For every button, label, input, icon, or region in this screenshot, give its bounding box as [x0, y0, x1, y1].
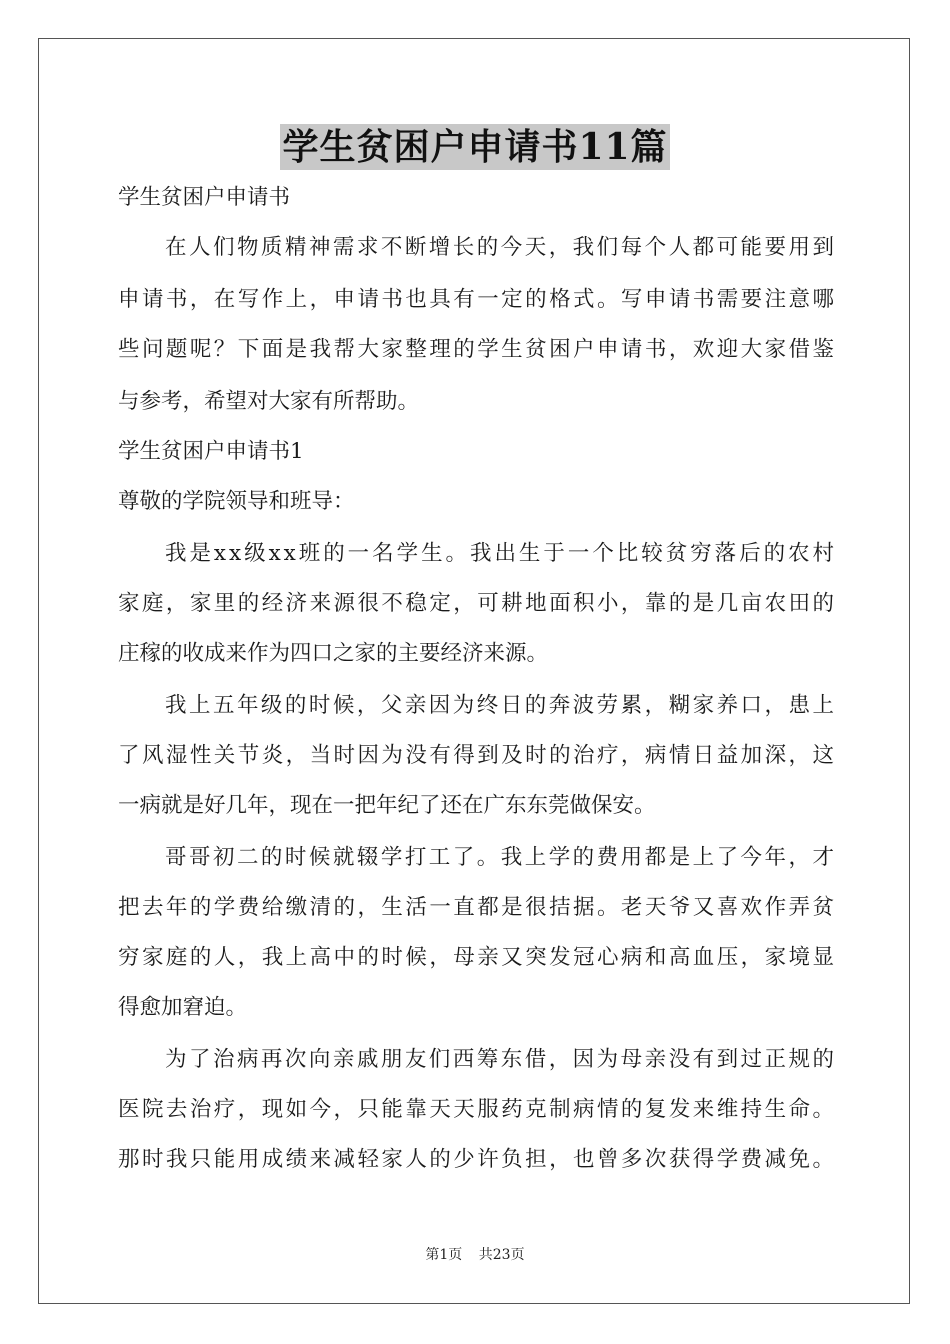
- paragraph-line: 与参考，希望对大家有所帮助。: [118, 389, 420, 414]
- paragraph-line: 一病就是好几年，现在一把年纪了还在广东东莞做保安。: [118, 793, 656, 818]
- paragraph-first-line: 我上五年级的时候，父亲因为终日的奔波劳累，糊家养口，患上: [165, 693, 837, 718]
- title-container: [0, 124, 950, 170]
- paragraph-line: 尊敬的学院领导和班导：: [118, 489, 355, 514]
- paragraph-line: 了风湿性关节炎，当时因为没有得到及时的治疗，病情日益加深，这: [118, 743, 837, 768]
- paragraph-line: 得愈加窘迫。: [118, 995, 248, 1020]
- paragraph-line: 把去年的学费给缴清的，生活一直都是很拮据。老天爷又喜欢作弄贫: [118, 895, 837, 920]
- paragraph-line: 家庭，家里的经济来源很不稳定，可耕地面积小，靠的是几亩农田的: [118, 591, 837, 616]
- page-total: 共23页: [478, 1247, 525, 1263]
- paragraph-first-line: 在人们物质精神需求不断增长的今天，我们每个人都可能要用到: [165, 235, 837, 260]
- paragraph-line: 学生贫困户申请书: [118, 185, 291, 210]
- page-number: 第1页: [425, 1247, 463, 1263]
- paragraph-line: 穷家庭的人，我上高中的时候，母亲又突发冠心病和高血压，家境显: [118, 945, 837, 970]
- paragraph-line: 学生贫困户申请书1: [118, 439, 304, 464]
- paragraph-line: 些问题呢？下面是我帮大家整理的学生贫困户申请书，欢迎大家借鉴: [118, 337, 837, 362]
- page-footer: [0, 1244, 950, 1264]
- paragraph-first-line: 为了治病再次向亲戚朋友们西筹东借，因为母亲没有到过正规的: [165, 1047, 837, 1072]
- paragraph-first-line: 我是xx级xx班的一名学生。我出生于一个比较贫穷落后的农村: [165, 541, 837, 566]
- paragraph-line: 申请书，在写作上，申请书也具有一定的格式。写申请书需要注意哪: [118, 287, 837, 312]
- document-title: 学生贫困户申请书11篇: [282, 126, 668, 168]
- paragraph-line: 庄稼的收成来作为四口之家的主要经济来源。: [118, 641, 549, 666]
- paragraph-line: 医院去治疗，现如今，只能靠天天服药克制病情的复发来维持生命。: [118, 1097, 837, 1122]
- paragraph-line: 那时我只能用成绩来减轻家人的少许负担，也曾多次获得学费减免。: [118, 1147, 837, 1172]
- paragraph-first-line: 哥哥初二的时候就辍学打工了。我上学的费用都是上了今年，才: [165, 845, 837, 870]
